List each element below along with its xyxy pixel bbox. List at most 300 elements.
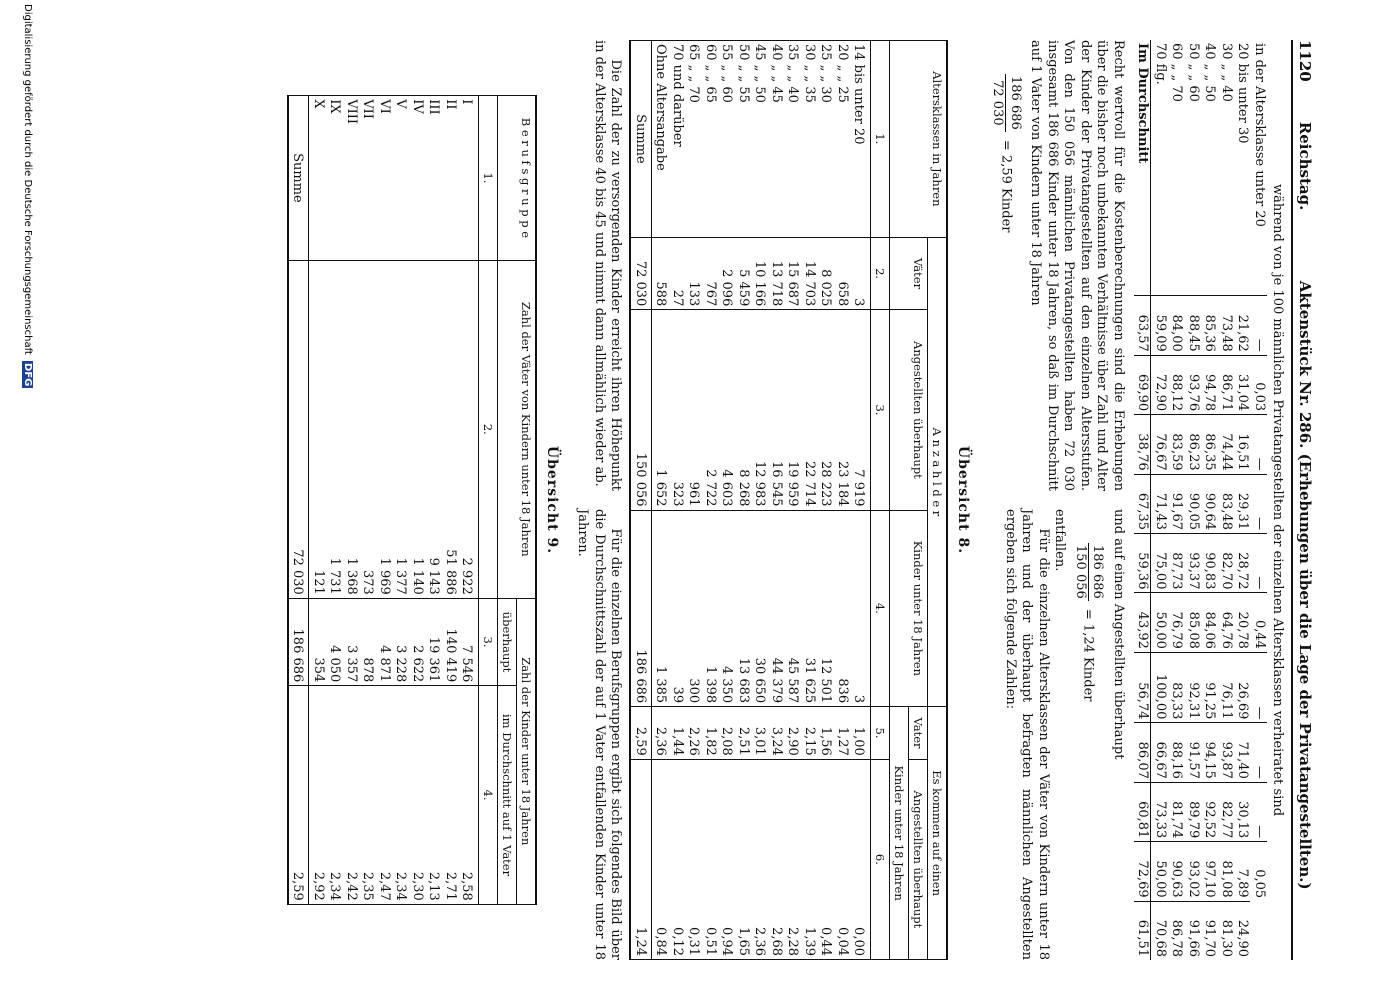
dfg-credit	[22, 4, 33, 388]
table-cell: 0,12	[669, 759, 686, 959]
table-cell: 93,37	[1185, 534, 1202, 593]
t8-header-kommen: Es kommen auf einen	[928, 707, 948, 960]
t9-header-ueberhaupt: überhaupt	[498, 598, 517, 686]
table-row	[685, 41, 702, 960]
row-label: 30 „ „ 40	[1219, 43, 1234, 102]
dfg-logo: DFG	[22, 363, 33, 387]
table-cell: 0,84	[652, 759, 669, 959]
table-cell: 12 501	[817, 510, 834, 707]
table-cell: 13 683	[735, 510, 752, 707]
table-cell: 588	[652, 237, 669, 310]
table-cell: 76,11	[1218, 652, 1235, 723]
table-cell: 2,34	[326, 686, 343, 905]
table-cell: —	[1251, 782, 1268, 841]
table-cell: 59,36	[1134, 534, 1151, 593]
table-cell: 90,63	[1168, 842, 1185, 901]
column-number: 2.	[479, 260, 498, 598]
table-cell: 373	[359, 260, 376, 598]
table-cell: 2 722	[702, 310, 719, 510]
formula-per-employee: 186 686 150 056 = 1,24 Kinder	[1073, 545, 1106, 702]
table-cell: 2 096	[718, 237, 735, 310]
table-row	[817, 41, 834, 960]
formula-per-father: 186 686 72 030 = 2,59 Kinder	[990, 76, 1023, 233]
table-cell: 2,13	[425, 686, 442, 905]
table-cell: 2,59	[631, 707, 652, 760]
table-cell: 2,28	[784, 759, 801, 959]
sum-label: Summe	[288, 96, 309, 260]
table-cell: 7,89	[1234, 842, 1251, 901]
paragraph-entfallen: entfallen.	[1052, 509, 1068, 572]
table-cell: 81,08	[1218, 842, 1235, 901]
row-label: in der Altersklasse unter 20	[1252, 43, 1267, 227]
paragraph-altersklassen: Für die einzelnen Altersklassen der Väter von Kindern unter 18 Jahren und der überhaupt befragten männlichen Angestellten ergeben sich folgende Zahlen:	[1003, 509, 1051, 960]
table-cell: 66,67	[1151, 723, 1168, 782]
row-label: Ohne Altersangabe	[652, 41, 669, 238]
row-label: 40 „ „ 50	[1202, 43, 1218, 102]
column-number: 1.	[479, 96, 498, 260]
table-cell: 4 050	[326, 598, 343, 686]
table-cell: 1 377	[392, 260, 409, 598]
table-cell: 5 459	[735, 237, 752, 310]
table-row	[458, 96, 479, 905]
row-label: III	[425, 96, 442, 260]
table-cell: 1 731	[326, 260, 343, 598]
table-cell: 76,67	[1151, 415, 1168, 474]
table-cell: 73,48	[1218, 296, 1235, 355]
table-cell: 0,00	[850, 759, 871, 959]
table-row	[425, 96, 442, 905]
table-row	[1218, 40, 1235, 960]
table-cell: 0,04	[834, 759, 851, 959]
table-cell: 121	[309, 260, 326, 598]
table-row	[784, 41, 801, 960]
table-cell: 186 686	[288, 598, 309, 686]
table-cell: 81,30	[1218, 901, 1235, 960]
table-cell: 24,90	[1234, 901, 1251, 960]
t8-header-vater: Vater	[909, 707, 928, 760]
table-cell: 30 650	[751, 510, 768, 707]
paragraph-berufsgruppen: Für die einzelnen Berufsgruppen ergibt sich folgendes Bild über die Durchschnittszahl der auf 1 Vater entfallenden Kinder unter 18 Jahren.	[575, 509, 624, 960]
table-cell: 658	[834, 237, 851, 310]
row-label: 50 „ „ 60	[1186, 43, 1201, 102]
table-cell: 2,71	[442, 686, 459, 905]
table-cell: 3	[850, 237, 871, 310]
table-cell: 91,25	[1201, 652, 1218, 723]
table-cell: 93,02	[1185, 842, 1202, 901]
table-cell: 1,56	[817, 707, 834, 760]
table-cell: 39	[669, 510, 686, 707]
table-cell: 3,01	[751, 707, 768, 760]
table-row	[442, 96, 459, 905]
table-cell: 2,36	[751, 759, 768, 959]
table-cell: 1,44	[669, 707, 686, 760]
table-cell: 2,35	[359, 686, 376, 905]
table-cell: 2,34	[392, 686, 409, 905]
table-cell: 73,33	[1151, 782, 1168, 841]
table-cell: 75,00	[1151, 534, 1168, 593]
table-cell: 15 687	[784, 237, 801, 310]
table-cell: 91,67	[1168, 474, 1185, 533]
table-row	[850, 41, 871, 960]
table-cell: 43,92	[1134, 593, 1151, 652]
page-header	[1292, 40, 1314, 960]
table-cell: 16,51	[1234, 415, 1251, 474]
table-cell: 2 922	[458, 260, 479, 598]
table-cell: 92,52	[1201, 782, 1218, 841]
table-cell: —	[1251, 723, 1268, 782]
t8-header-angestellten: Angestellten überhaupt	[890, 310, 928, 510]
paragraph-hoehepunkt: Die Zahl der zu versorgenden Kinder erreicht ihren Höhepunkt in der Altersklasse 40 bis 45 und nimmt dann allmählich wieder ab.	[592, 40, 624, 491]
table-cell: 63,57	[1134, 296, 1151, 355]
table-cell: 81,74	[1168, 782, 1185, 841]
row-label: 55 „ „ 60	[718, 41, 735, 238]
header-right: (Erhebungen über die Lage der Privatangestellten.)	[1296, 453, 1314, 890]
table-cell: 878	[359, 598, 376, 686]
table-cell: 82,77	[1218, 782, 1235, 841]
table-cell: 93,76	[1185, 355, 1202, 414]
table-cell: 31 625	[801, 510, 818, 707]
table-row	[834, 41, 851, 960]
table-cell: 8 025	[817, 237, 834, 310]
column-number: 6.	[871, 759, 890, 959]
table-row	[702, 41, 719, 960]
column-number: 3.	[479, 598, 498, 686]
row-label: 25 „ „ 30	[817, 41, 834, 238]
table-a-caption: während von je 100 männlichen Privatangestellten der einzelnen Altersklassen verheiratet sind	[1270, 183, 1286, 817]
table-cell: 2,68	[768, 759, 785, 959]
table-cell: 12 983	[751, 310, 768, 510]
table-cell: 4 350	[718, 510, 735, 707]
table-cell: 86,23	[1185, 415, 1202, 474]
table-cell: 10 166	[751, 237, 768, 310]
table-cell: 9 143	[425, 260, 442, 598]
table-row	[1185, 40, 1202, 960]
table-cell: 86,71	[1218, 355, 1235, 414]
row-label: 20 bis unter 30	[1235, 43, 1251, 144]
table-cell: 961	[685, 310, 702, 510]
row-label: 14 bis unter 20	[850, 41, 871, 238]
table-cell: 1,82	[702, 707, 719, 760]
table-cell: 0,03	[1251, 355, 1268, 414]
row-label: II	[442, 96, 459, 260]
table-cell: 69,90	[1134, 355, 1151, 414]
t8-header-kinder2: Kinder unter 18 Jahren	[890, 707, 909, 960]
table-cell: 74,44	[1218, 415, 1235, 474]
table-row	[768, 41, 785, 960]
table-cell: 60,81	[1134, 782, 1151, 841]
table-cell: 88,45	[1185, 296, 1202, 355]
table-cell: 61,51	[1134, 901, 1151, 960]
table-cell: 323	[669, 310, 686, 510]
header-left: Reichstag.	[1296, 121, 1314, 211]
table-row	[1251, 40, 1268, 960]
table-cell: 2,08	[718, 707, 735, 760]
table-cell: 3 357	[343, 598, 360, 686]
table-cell: —	[1251, 534, 1268, 593]
row-label: 60 „ „ 70	[1169, 43, 1185, 102]
table-cell: 86,35	[1201, 415, 1218, 474]
table-cell: 354	[309, 598, 326, 686]
row-label: X	[309, 96, 326, 260]
table-9	[287, 95, 538, 905]
average-row	[1134, 40, 1151, 960]
table-cell: 767	[702, 237, 719, 310]
table-row	[392, 96, 409, 905]
table-cell: 85,36	[1201, 296, 1218, 355]
table-cell: 2,15	[801, 707, 818, 760]
t9-header-durchschnitt: im Durchschnitt auf 1 Vater	[498, 686, 517, 905]
row-label: VIII	[343, 96, 360, 260]
table-row	[652, 41, 669, 960]
table-cell: 86,07	[1134, 723, 1151, 782]
column-number: 2.	[871, 237, 890, 310]
table-cell: 2,51	[735, 707, 752, 760]
paragraph-per-employee: und auf einen Angestellten überhaupt	[1111, 509, 1126, 760]
table-cell: 2,36	[652, 707, 669, 760]
table-row	[751, 41, 768, 960]
table-cell: 1,24	[631, 759, 652, 959]
table-cell: 4 603	[718, 310, 735, 510]
table-cell: 20,78	[1234, 593, 1251, 652]
t9-header-vaeter: Zahl der Väter von Kindern unter 18 Jahren	[498, 260, 537, 598]
table-row	[1201, 40, 1218, 960]
table-row	[343, 96, 360, 905]
table-cell: 85,08	[1185, 593, 1202, 652]
table-cell: 1 969	[376, 260, 393, 598]
table-cell: 88,16	[1168, 723, 1185, 782]
row-label: VII	[359, 96, 376, 260]
row-label: V	[392, 96, 409, 260]
row-label: 35 „ „ 40	[784, 41, 801, 238]
table-cell: 72 030	[288, 260, 309, 598]
table-cell: 44 379	[768, 510, 785, 707]
header-center: Aktenstück Nr. 286.	[1296, 280, 1314, 449]
table-row	[326, 96, 343, 905]
table-cell: 1 652	[652, 310, 669, 510]
table-cell: 83,48	[1218, 474, 1235, 533]
table-cell: 71,40	[1234, 723, 1251, 782]
table-cell: 140 419	[442, 598, 459, 686]
table-cell: 72,69	[1134, 842, 1151, 901]
table-cell: 1 398	[702, 510, 719, 707]
column-number: 3.	[871, 310, 890, 510]
table-cell: 836	[834, 510, 851, 707]
table-cell: 133	[685, 237, 702, 310]
table-cell: 76,79	[1168, 593, 1185, 652]
table-cell: 29,31	[1234, 474, 1251, 533]
table-cell: 7 919	[850, 310, 871, 510]
table-cell: 30,13	[1234, 782, 1251, 841]
table-cell: 71,43	[1151, 474, 1168, 533]
table-cell: 90,05	[1185, 474, 1202, 533]
table-cell: 70,68	[1151, 901, 1168, 960]
t8-header-vaeter: Väter	[890, 237, 928, 310]
row-label: 60 „ „ 65	[702, 41, 719, 238]
row-label: 65 „ „ 70	[685, 41, 702, 238]
table-cell: 0,94	[718, 759, 735, 959]
table-cell: 2 622	[409, 598, 426, 686]
table-cell: 86,78	[1168, 901, 1185, 960]
table-cell: 88,12	[1168, 355, 1185, 414]
table-row	[1151, 40, 1168, 960]
row-label: IV	[409, 96, 426, 260]
sum-label: Summe	[631, 41, 652, 238]
table-cell: 26,69	[1234, 652, 1251, 723]
table-row	[376, 96, 393, 905]
table-cell: 300	[685, 510, 702, 707]
table-8	[630, 40, 949, 960]
row-label: 70 flg.	[1153, 43, 1168, 85]
table-cell: 2,30	[409, 686, 426, 905]
table-row	[669, 41, 686, 960]
table-cell: 0,51	[702, 759, 719, 959]
row-label: 40 „ „ 45	[768, 41, 785, 238]
paragraph-kinder: Recht wertvoll für die Kostenberechnungen sind die Erhebungen über die bisher noch unbekannten Verhältnisse über Zahl und Alter der Kinder der Privatangestellten auf den einzelnen Altersstufen. Von den 150 056 männlichen Privatangestellten haben 72 030 insgesamt 186 686 Kinder unter 18 Jahren, so daß im Durchschnitt auf 1 Vater von Kindern unter 18 Jahren	[1028, 40, 1126, 491]
sum-row	[288, 96, 309, 905]
table-cell: 84,06	[1201, 593, 1218, 652]
table-cell: 94,78	[1201, 355, 1218, 414]
table-cell: 3	[850, 510, 871, 707]
table-cell: 87,73	[1168, 534, 1185, 593]
table-cell: 91,66	[1185, 901, 1202, 960]
table-cell: 50,00	[1151, 593, 1168, 652]
sum-row	[631, 41, 652, 960]
table-cell: 1,27	[834, 707, 851, 760]
table-cell: 8 268	[735, 310, 752, 510]
table-cell: 82,70	[1218, 534, 1235, 593]
table-cell: 19 361	[425, 598, 442, 686]
table-cell: 31,04	[1234, 355, 1251, 414]
page-number: 1120	[1296, 40, 1314, 82]
text-section-2	[574, 40, 624, 960]
table-cell: 1 368	[343, 260, 360, 598]
row-label: 30 „ „ 35	[801, 41, 818, 238]
table-cell: 56,74	[1134, 652, 1151, 723]
table-cell: 28 223	[817, 310, 834, 510]
table-cell: 93,87	[1218, 723, 1235, 782]
table-cell: 59,09	[1151, 296, 1168, 355]
row-label: I	[458, 96, 479, 260]
table-cell: 100,00	[1151, 652, 1168, 723]
t8-header-altersklassen: Altersklassen in Jahren	[890, 41, 948, 238]
table-cell: 0,05	[1251, 842, 1268, 901]
table-cell: 1,65	[735, 759, 752, 959]
table-cell: 27	[669, 237, 686, 310]
table-cell: 23 184	[834, 310, 851, 510]
table-cell: —	[1251, 652, 1268, 723]
table-cell: 2,42	[343, 686, 360, 905]
table-cell: 28,72	[1234, 534, 1251, 593]
average-label: Im Durchschnitt	[1134, 40, 1151, 296]
table-row	[1168, 40, 1185, 960]
table-cell: 2,59	[288, 686, 309, 905]
table-cell: 150 056	[631, 310, 652, 510]
table-cell: 1 140	[409, 260, 426, 598]
table-cell: 0,44	[1251, 593, 1268, 652]
t9-header-berufsgruppe: B e r u f s g r u p p e	[498, 96, 537, 260]
table-cell: 22 714	[801, 310, 818, 510]
table-row	[801, 41, 818, 960]
table-cell: 90,64	[1201, 474, 1218, 533]
table-cell: —	[1251, 296, 1268, 355]
table-cell: 67,35	[1134, 474, 1151, 533]
table-cell: 38,76	[1134, 415, 1151, 474]
table-row	[309, 96, 326, 905]
table-cell: 91,70	[1201, 901, 1218, 960]
table-cell: 1,39	[801, 759, 818, 959]
table-cell: 186 686	[631, 510, 652, 707]
table-cell: 72 030	[631, 237, 652, 310]
table-cell: 97,10	[1201, 842, 1218, 901]
column-number: 1.	[871, 41, 890, 238]
table-cell: 13 718	[768, 237, 785, 310]
table-cell: 16 545	[768, 310, 785, 510]
table-cell: 2,58	[458, 686, 479, 905]
table-cell: 14 703	[801, 237, 818, 310]
row-label: VI	[376, 96, 393, 260]
column-number: 5.	[871, 707, 890, 760]
table-cell: 2,26	[685, 707, 702, 760]
table-cell: 4 871	[376, 598, 393, 686]
t8-header-angestellten2: Angestellten überhaupt	[909, 759, 928, 959]
column-number: 4.	[479, 686, 498, 905]
table-cell: 0,44	[817, 759, 834, 959]
table-cell: 2,92	[309, 686, 326, 905]
table-cell: 51 886	[442, 260, 459, 598]
table-row	[1234, 40, 1251, 960]
column-number: 4.	[871, 510, 890, 707]
row-label: 70 und darüber	[669, 41, 686, 238]
table-cell: 83,59	[1168, 415, 1185, 474]
t9-header-kinder: Zahl der Kinder unter 18 Jahren	[517, 598, 537, 904]
t8-header-anzahl: A n z a h l d e r	[928, 237, 948, 706]
table-cell: 21,62	[1234, 296, 1251, 355]
table-cell: 3,24	[768, 707, 785, 760]
table-cell: 2,47	[376, 686, 393, 905]
table-cell: 72,90	[1151, 355, 1168, 414]
table-cell: 84,00	[1168, 296, 1185, 355]
table-cell: 83,33	[1168, 652, 1185, 723]
table-cell: 45 587	[784, 510, 801, 707]
table-cell: 3 228	[392, 598, 409, 686]
table9-title: Übersicht 9.	[544, 445, 560, 555]
table-cell: 2,90	[784, 707, 801, 760]
table-a	[1134, 40, 1267, 960]
dfg-credit-text: Digitalisierung gefördert durch die Deutsche Forschungsgemeinschaft	[22, 4, 33, 355]
table-row	[735, 41, 752, 960]
table-row	[718, 41, 735, 960]
table-cell: 94,15	[1201, 723, 1218, 782]
table-cell: 92,31	[1185, 652, 1202, 723]
t8-header-kinder: Kinder unter 18 Jahren	[890, 510, 928, 707]
row-label: IX	[326, 96, 343, 260]
table-cell: 89,79	[1185, 782, 1202, 841]
row-label: 50 „ „ 55	[735, 41, 752, 238]
table-cell: —	[1251, 474, 1268, 533]
document-page	[287, 40, 1313, 960]
table-cell: 19 959	[784, 310, 801, 510]
table-cell: 1 385	[652, 510, 669, 707]
table-cell: 91,57	[1185, 723, 1202, 782]
table-cell: 0,31	[685, 759, 702, 959]
row-label: 20 „ „ 25	[834, 41, 851, 238]
table-cell: 90,83	[1201, 534, 1218, 593]
table-cell: 1,00	[850, 707, 871, 760]
table8-title: Übersicht 8.	[955, 445, 971, 555]
table-cell: 50,00	[1151, 842, 1168, 901]
table-row	[409, 96, 426, 905]
table-row	[359, 96, 376, 905]
